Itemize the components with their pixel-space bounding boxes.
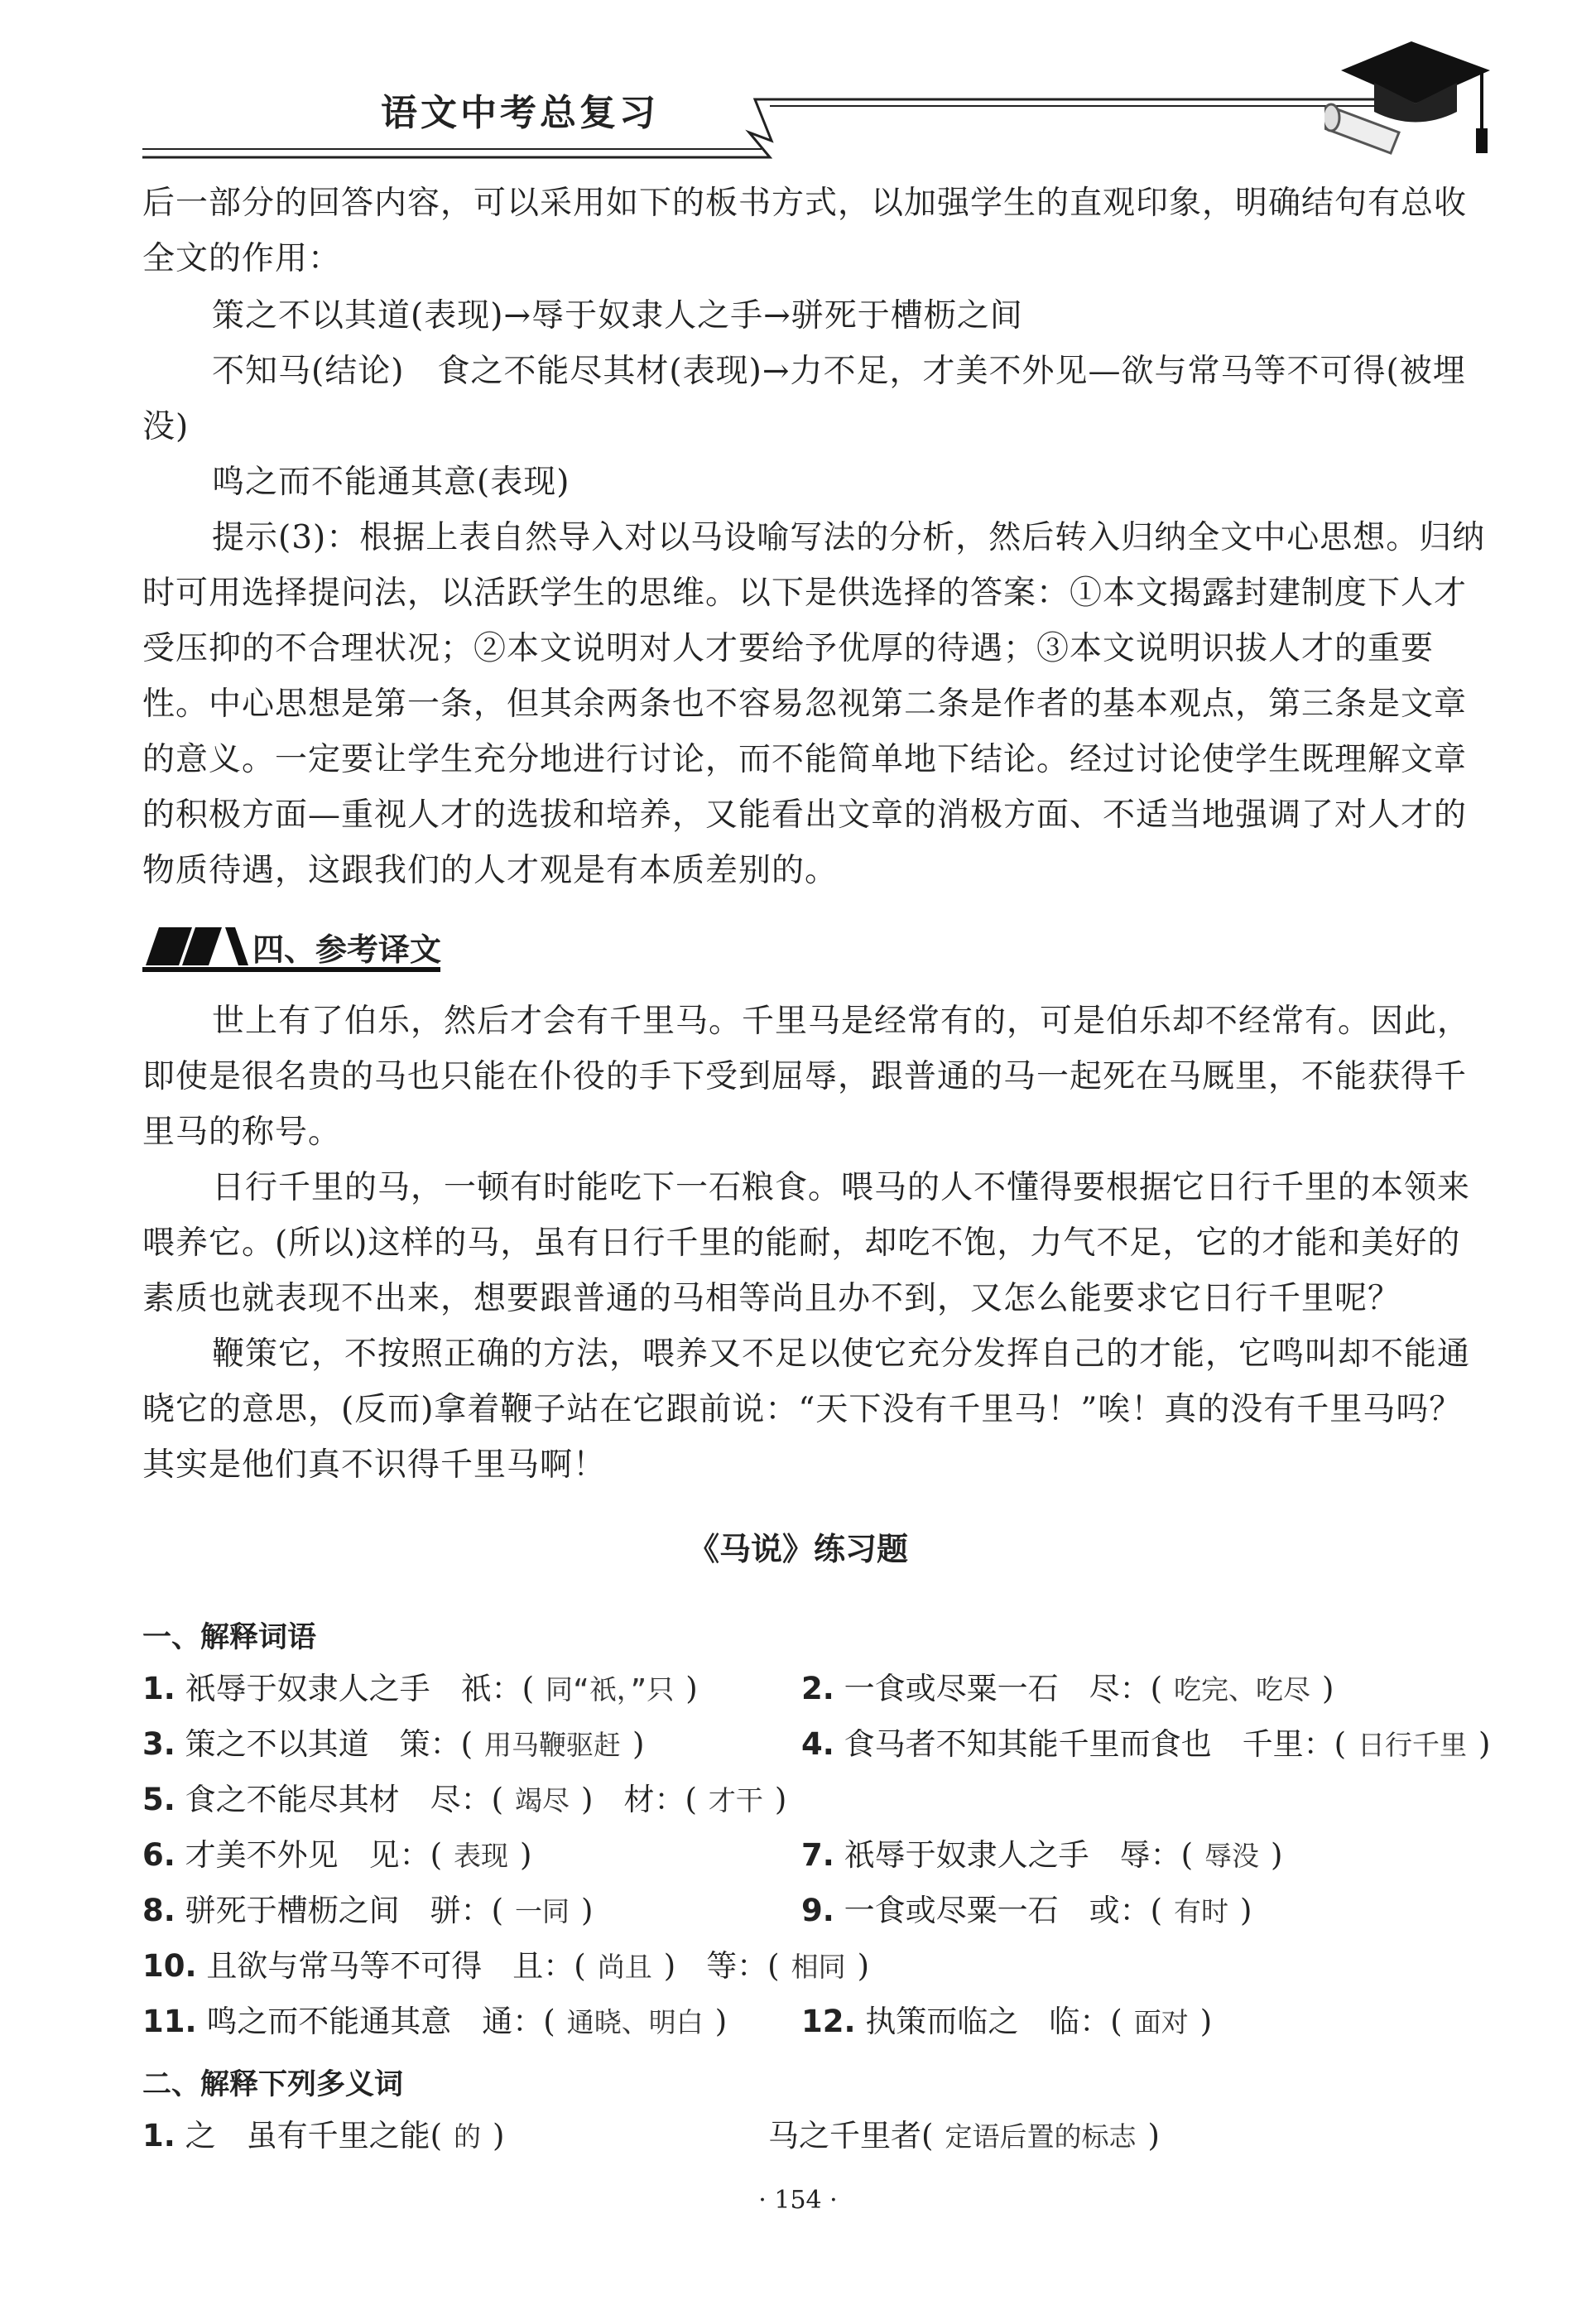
exercise-item: 1. 之 虽有千里之能( 的 ) [142, 2118, 505, 2153]
exercise-item: 马之千里者( 定语后置的标志 ) [768, 2118, 1160, 2153]
exercise-item: 11. 鸣之而不能通其意 通：( 通晓、明白 ) [142, 2004, 728, 2039]
header-title: 语文中考总复习 [381, 92, 659, 134]
exercise-item: 12. 执策而临之 临：( 面对 ) [801, 2004, 1213, 2039]
exercise-item: 9. 一食或尽粟一石 或：( 有时 ) [801, 1893, 1252, 1928]
board-line-2: 不知马(结论) 食之不能尽其材(表现)→力不足，才美不外见—欲与常马等不可得(被埋 [212, 353, 1466, 390]
translation-paragraph-3: 鞭策它，不按照正确的方法，喂养又不足以使它充分发挥自己的才能，它鸣叫却不能通晓它的意思，(反而)拿着鞭子站在它跟前说：“天下没有千里马！”唉！真的没有千里马吗？其实是他们真不识得千里马啊！ [142, 1335, 1471, 1484]
exercise-title: 《马说》练习题 [687, 1531, 908, 1567]
page-header [0, 0, 1596, 166]
exercise-item: 6. 才美不外见 见：( 表现 ) [142, 1837, 532, 1873]
translation-heading: 四、参考译文 [252, 931, 442, 968]
exercise-item: 1. 祇辱于奴隶人之手 祇：( 同“祇，”只 ) [142, 1671, 698, 1706]
board-line-1: 策之不以其道(表现)→辱于奴隶人之手→骈死于槽枥之间 [212, 297, 1023, 334]
translation-paragraph-2: 日行千里的马，一顿有时能吃下一石粮食。喂马的人不懂得要根据它日行千里的本领来喂养它。(所以)这样的马，虽有日行千里的能耐，却吃不饱，力气不足，它的才能和美好的素质也就表现不出来，想要跟普通的马相等尚且办不到，又怎么能要求它日行千里呢？ [142, 1169, 1471, 1317]
exercise-item: 8. 骈死于槽枥之间 骈：( 一同 ) [142, 1893, 594, 1928]
exercise-item: 4. 食马者不知其能千里而食也 千里：( 日行千里 ) [801, 1726, 1491, 1762]
translation-paragraph-1: 世上有了伯乐，然后才会有千里马。千里马是经常有的，可是伯乐却不经常有。因此，即使是很名贵的马也只能在仆役的手下受到屈辱，跟普通的马一起死在马厩里，不能获得千里马的称号。 [142, 1003, 1471, 1151]
exercise-item: 7. 祇辱于奴隶人之手 辱：( 辱没 ) [801, 1837, 1283, 1873]
board-line-2-cont: 没) [142, 408, 190, 445]
page-number: · 154 · [758, 2186, 838, 2215]
section-heading-icon [142, 917, 267, 972]
exercise-item: 5. 食之不能尽其材 尽：( 竭尽 ) 材：( 才干 ) [142, 1782, 787, 1817]
section-2-heading: 二、解释下列多义词 [142, 2068, 404, 2101]
intro-paragraph: 后一部分的回答内容，可以采用如下的板书方式，以加强学生的直观印象，明确结句有总收全文的作用： [142, 185, 1468, 277]
exercise-item: 2. 一食或尽粟一石 尽：( 吃完、吃尽 ) [801, 1671, 1334, 1706]
tip-3-paragraph: 提示(3)：根据上表自然导入对以马设喻写法的分析，然后转入归纳全文中心思想。归纳时可用选择提问法，以活跃学生的思维。以下是供选择的答案：①本文揭露封建制度下人才受压抑的不合理状况；②本文说明对人才要给予优厚的待遇；③本文说明识拔人才的重要性。中心思想是第一条，但其余两条也不容易忽视第二条是作者的基本观点，第三条是文章的意义。一定要让学生充分地进行讨论，而不能简单地下结论。经过讨论使学生既理解文章的积极方面—重视人才的选拔和培养，又能看出文章的消极方面、不适当地强调了对人才的物质待遇，这跟我们的人才观是有本质差别的。 [142, 519, 1486, 889]
graduation-cap-icon [1324, 33, 1498, 166]
exercise-item: 10. 且欲与常马等不可得 且：( 尚且 ) 等：( 相同 ) [142, 1948, 870, 1984]
exercise-item: 3. 策之不以其道 策：( 用马鞭驱赶 ) [142, 1726, 645, 1762]
section-1-heading: 一、解释词语 [142, 1621, 317, 1654]
board-line-3: 鸣之而不能通其意(表现) [212, 464, 570, 501]
